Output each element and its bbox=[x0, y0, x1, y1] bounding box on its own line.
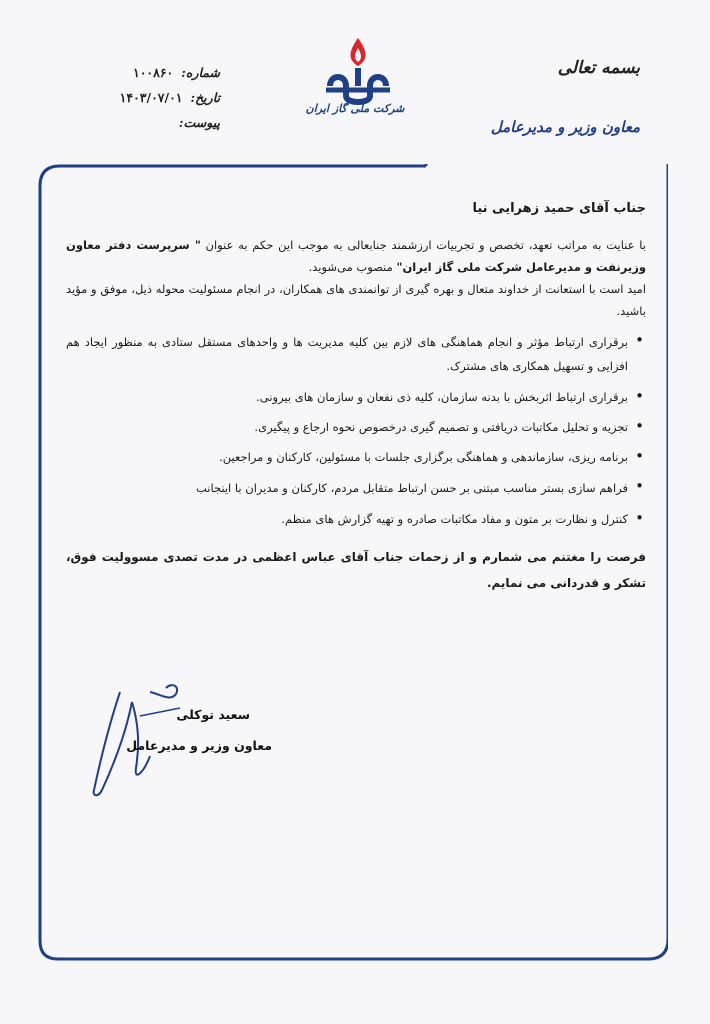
appointment-title: " سرپرست دفتر معاون وزیرنفت و مدیرعامل شرکت ملی گاز ایران" bbox=[66, 238, 646, 274]
list-item: • فراهم سازی بستر مناسب مبتنی بر حسن ارتباط متقابل مردم، کارکنان و مدیران با اینجانب bbox=[66, 476, 628, 500]
list-item: • برنامه ریزی، سازماندهی و هماهنگی برگزاری جلسات با مسئولین، کارکنان و مراجعین. bbox=[66, 446, 628, 468]
intro-paragraph bbox=[66, 234, 646, 278]
hope-paragraph: امید است با استعانت از خداوند متعال و بهره گیری از توانمندی های همکاران، در انجام مسئولیت محوله ذیل، موفق و مؤید باشید. bbox=[66, 282, 646, 318]
handwritten-signature bbox=[80, 672, 200, 802]
list-item: • برقراری ارتباط اثربخش با بدنه سازمان، کلیه ذی نفعان و سازمان های بیرونی. bbox=[66, 386, 628, 408]
letter-meta bbox=[60, 60, 220, 135]
list-item: • کنترل و نظارت بر متون و مفاد مکاتبات صادره و تهیه گزارش های منظم. bbox=[66, 508, 628, 530]
office-title: معاون وزیر و مدیرعامل bbox=[490, 118, 640, 136]
number-label: شماره: bbox=[181, 65, 220, 80]
appointment-suffix: منصوب می‌شوید. bbox=[308, 260, 397, 274]
intro-text: با عنایت به مراتب تعهد، تخصص و تجربیات ارزشمند جنابعالی به موجب این حکم به عنوان bbox=[205, 238, 646, 252]
date-label: تاریخ: bbox=[190, 90, 220, 105]
task-list bbox=[66, 330, 646, 530]
signatory-title: معاون وزیر و مدیرعامل bbox=[126, 738, 272, 753]
number-row bbox=[60, 60, 220, 85]
list-item: • برقراری ارتباط مؤثر و انجام هماهنگی های لازم بین کلیه مدیریت ها و واحدهای مستقل ستادی به منظور ایجاد هم افزایی و تسهیل همکاری های مشترک. bbox=[66, 330, 628, 378]
basmala-heading: بسمه تعالی bbox=[557, 58, 640, 78]
date-value: ۱۴۰۳/۰۷/۰۱ bbox=[119, 90, 183, 105]
thanks-paragraph: فرصت را مغتنم می شمارم و از زحمات جناب آقای عباس اعظمی در مدت تصدی مسوولیت فوق، تشکر و قدردانی می نمایم. bbox=[66, 550, 646, 590]
signatory-name: سعید توکلی bbox=[176, 707, 250, 722]
number-value: ۱۰۰۸۶۰ bbox=[132, 65, 174, 80]
addressee: جناب آقای حمید زهرایی نیا bbox=[472, 201, 646, 216]
attachment-label: پیوست: bbox=[178, 115, 220, 130]
date-row bbox=[60, 85, 220, 110]
letter-body bbox=[66, 198, 646, 596]
list-item: • تجزیه و تحلیل مکاتبات دریافتی و تصمیم گیری درخصوص نحوه ارجاع و پیگیری. bbox=[66, 416, 628, 438]
attachment-row bbox=[60, 110, 220, 135]
logo-caption: شرکت ملی گاز ایران bbox=[305, 102, 405, 115]
